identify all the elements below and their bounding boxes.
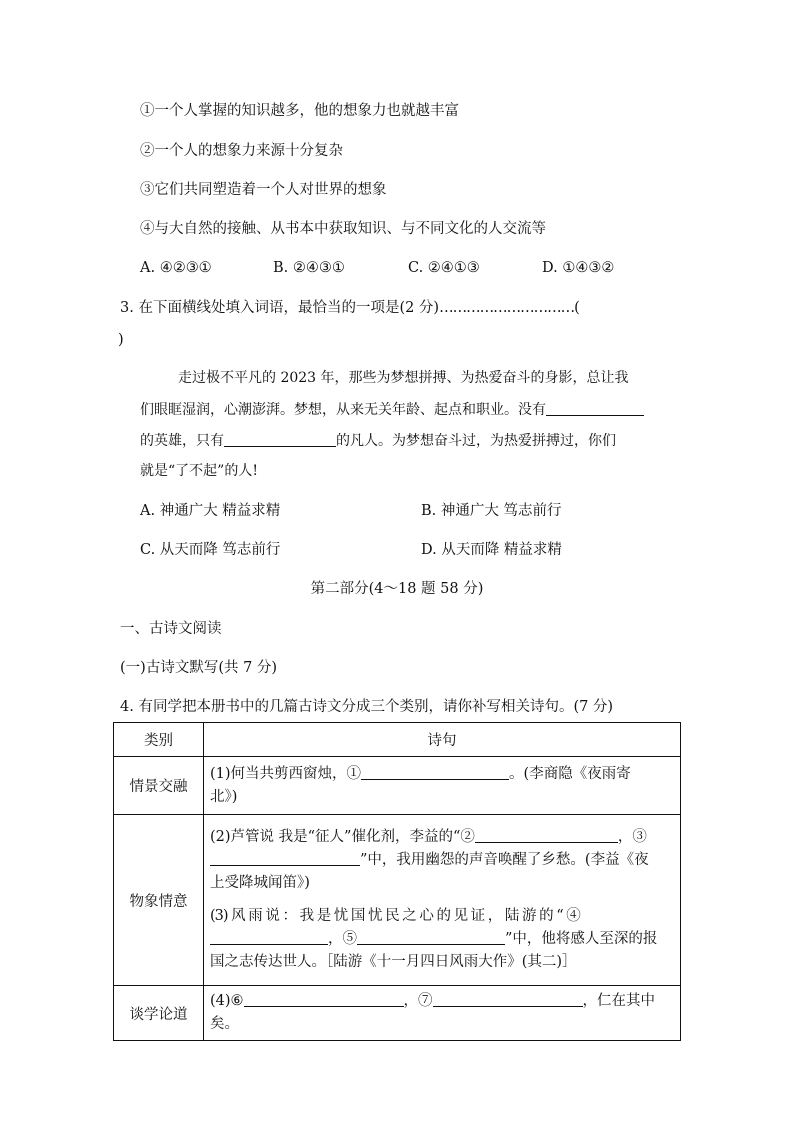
q3-choice-a: A. 神通广大 精益求精 bbox=[140, 503, 281, 519]
row2-p2-a: (2)芦管说 我是“征人”催化剂，李益的“② bbox=[210, 829, 475, 845]
q3-passage-line-4: 就是“了不起”的人! bbox=[140, 463, 258, 479]
table-header-row bbox=[114, 723, 681, 757]
q3-blank-2[interactable] bbox=[224, 431, 336, 447]
q3-passage-line-1: 走过极不平凡的 2023 年，那些为梦想拼搏、为热爱奋斗的身影，总让我 bbox=[178, 370, 629, 386]
row3-text-a: (4)⑥ bbox=[210, 993, 244, 1009]
row2-item-2 bbox=[210, 826, 674, 895]
q3-choice-c: C. 从天而降 笃志前行 bbox=[140, 542, 281, 558]
answer-blank-4[interactable] bbox=[210, 929, 328, 945]
q4-stem: 4. 有同学把本册书中的几篇古诗文分成三个类别，请你补写相关诗句。(7 分) bbox=[120, 699, 614, 715]
row2-p3-c: ”中，他将感人至深的报 bbox=[505, 931, 658, 947]
q2-choice-b: B. ②④③① bbox=[273, 260, 345, 276]
row2-p3-a: (3) 风 雨 说 ： 我 是 忧 国 忧 民 之 心 的 见 证 ， 陆 游 的 “ ④ bbox=[210, 908, 580, 924]
row1-text-b: 。(李商隐《夜雨寄 bbox=[509, 765, 631, 782]
q3-choice-d: D. 从天而降 精益求精 bbox=[421, 542, 562, 558]
q3-blank-1[interactable] bbox=[546, 400, 644, 416]
q3-passage-line-2-text: 们眼眶湿润，心潮澎湃。梦想，从来无关年龄、起点和职业。没有 bbox=[140, 402, 546, 418]
category-cell: 情景交融 bbox=[114, 757, 204, 815]
answer-blank-3[interactable] bbox=[210, 850, 360, 866]
q3-passage-line-3-text-b: 的凡人。为梦想奋斗过，为热爱拼搏过，你们 bbox=[336, 433, 616, 449]
q3-stem-text: 3. 在下面横线处填入词语，最恰当的一项是(2 分) bbox=[120, 300, 440, 316]
part2-title: 第二部分(4～18 题 58 分) bbox=[310, 581, 484, 597]
q3-passage-line-3 bbox=[140, 431, 616, 451]
subsection-heading: (一)古诗文默写(共 7 分) bbox=[120, 660, 278, 676]
q3-passage-line-3-text-a: 的英雄，只有 bbox=[140, 433, 224, 449]
row2-p3-d: 国之志传达世人。［陆游《十一月四日风雨大作》(其二)］ bbox=[210, 954, 577, 970]
q3-choice-b: B. 神通广大 笃志前行 bbox=[421, 503, 562, 519]
category-cell: 物象情意 bbox=[114, 815, 204, 986]
answer-blank-7[interactable] bbox=[433, 991, 583, 1007]
q3-passage-line-2 bbox=[140, 400, 644, 420]
q2-option-1: ①一个人掌握的知识越多，他的想象力也就越丰富 bbox=[140, 103, 459, 119]
header-poem: 诗句 bbox=[204, 723, 681, 757]
header-category: 类别 bbox=[114, 723, 204, 757]
poem-cell bbox=[204, 986, 681, 1041]
row2-p2-b: ，③ bbox=[617, 829, 647, 845]
q2-choice-c: C. ②④①③ bbox=[408, 260, 480, 276]
row2-p2-d: 上受降城闻笛》) bbox=[210, 875, 310, 891]
q2-option-2: ②一个人的想象力来源十分复杂 bbox=[140, 143, 343, 159]
section-heading: 一、古诗文阅读 bbox=[120, 621, 222, 637]
poem-table bbox=[113, 722, 681, 1041]
row1-text-c: 北》) bbox=[210, 788, 238, 805]
row2-p3-b: ，⑤ bbox=[328, 931, 357, 947]
poem-cell bbox=[204, 815, 681, 986]
q3-dots: …………………………( bbox=[439, 300, 579, 316]
answer-blank-5[interactable] bbox=[357, 929, 505, 945]
table-row bbox=[114, 815, 681, 986]
row2-item-3 bbox=[210, 905, 674, 974]
row1-text-a: (1)何当共剪西窗烛，① bbox=[210, 765, 362, 782]
row2-p2-c: ”中，我用幽怨的声音唤醒了乡愁。(李益《夜 bbox=[360, 852, 649, 868]
q2-option-4: ④与大自然的接触、从书本中获取知识、与不同文化的人交流等 bbox=[140, 221, 546, 237]
answer-blank-2[interactable] bbox=[475, 827, 618, 843]
answer-blank-6[interactable] bbox=[244, 991, 404, 1007]
q2-option-3: ③它们共同塑造着一个人对世界的想象 bbox=[140, 182, 387, 198]
table-row bbox=[114, 757, 681, 815]
q3-close-paren: ) bbox=[118, 332, 124, 348]
answer-blank-1[interactable] bbox=[361, 764, 509, 780]
row3-text-c: ，仁在其中矣。 bbox=[210, 993, 656, 1032]
poem-cell bbox=[204, 757, 681, 815]
q2-choice-d: D. ①④③② bbox=[542, 260, 615, 276]
q2-choice-a: A. ④②③① bbox=[140, 260, 212, 276]
row3-text-b: ，⑦ bbox=[403, 993, 433, 1009]
q3-stem bbox=[120, 299, 579, 317]
category-cell: 谈学论道 bbox=[114, 986, 204, 1041]
table-row bbox=[114, 986, 681, 1041]
